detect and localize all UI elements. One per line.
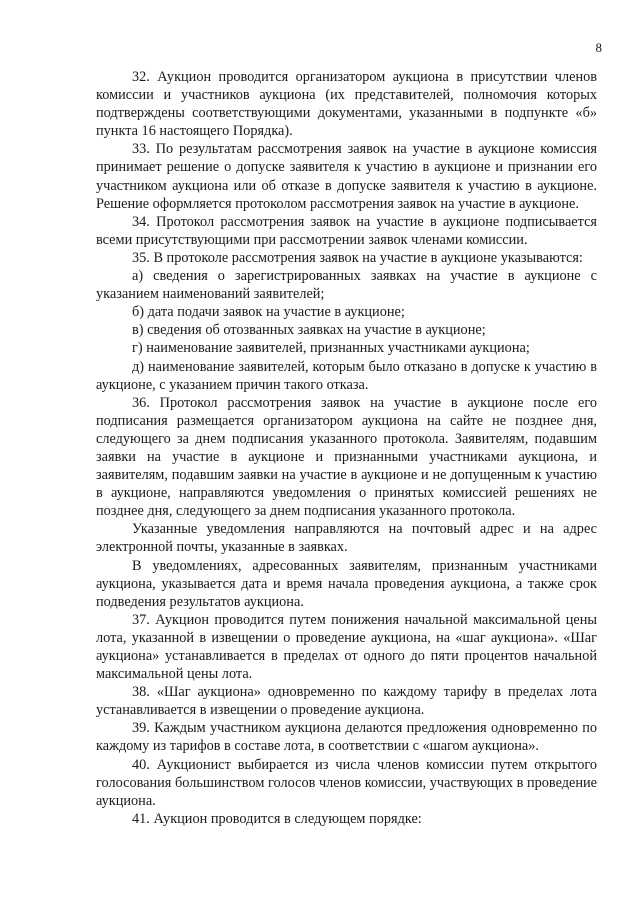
paragraph-40: 40. Аукционист выбирается из числа членов комиссии путем открытого голосования большинством голосов членов комиссии, участвующих в проведение аукциона. (96, 756, 597, 809)
list-item-d: д) наименование заявителей, которым было отказано в допуске к участию в аукционе, с указанием причин такого отказа. (96, 358, 597, 393)
paragraph-38: 38. «Шаг аукциона» одновременно по каждому тарифу в пределах лота устанавливается в извещении о проведение аукциона. (96, 684, 597, 719)
page-number: 8 (595, 40, 602, 55)
paragraph-41: 41. Аукцион проводится в следующем порядке: (132, 810, 422, 827)
paragraph-notifications: Указанные уведомления направляются на почтовый адрес и на адрес электронной почты, указанные в заявках. (96, 521, 597, 556)
paragraph-35: 35. В протоколе рассмотрения заявок на участие в аукционе указываются: (132, 249, 583, 266)
list-item-g: г) наименование заявителей, признанных участниками аукциона; (132, 340, 530, 357)
list-item-b: б) дата подачи заявок на участие в аукционе; (132, 304, 405, 321)
paragraph-39: 39. Каждым участником аукциона делаются предложения одновременно по каждому из тарифов в составе лота, в соответствии с «шагом аукциона». (96, 720, 597, 755)
paragraph-33: 33. По результатам рассмотрения заявок на участие в аукционе комиссия принимает решение о допуске заявителя к участию в аукционе и признании его участником аукциона или об отказе в допуске заявителя к участию в аукционе. Решение оформляется протоколом рассмотрения заявок на участие в аукционе. (96, 141, 597, 212)
list-item-a: а) сведения о зарегистрированных заявках на участие в аукционе с указанием наименований заявителей; (96, 268, 597, 303)
paragraph-notification-content: В уведомлениях, адресованных заявителям, признанным участниками аукциона, указывается дата и время начала проведения аукциона, а также срок подведения результатов аукциона. (96, 557, 597, 610)
paragraph-34: 34. Протокол рассмотрения заявок на участие в аукционе подписывается всеми присутствующими при рассмотрении заявок членами комиссии. (96, 213, 597, 248)
paragraph-36: 36. Протокол рассмотрения заявок на участие в аукционе после его подписания размещается организатором аукциона на сайте не позднее дня, следующего за днем подписания указанного протокола. Заявителям, подавшим заявки на участие в аукционе и признанными участниками аукциона, и заявителям, подавшим заявки на участие в аукционе и не допущенным к участию в аукционе, направляются уведомления о принятых комиссией решениях не позднее дня, следующего за днем подписания указанного протокола. (96, 394, 597, 520)
document-body (96, 68, 597, 828)
paragraph-32: 32. Аукцион проводится организатором аукциона в присутствии членов комиссии и участников аукциона (их представителей, полномочия которых подтверждены соответствующими документами, указанными в подпункте «б» пункта 16 настоящего Порядка). (96, 69, 597, 140)
list-item-v: в) сведения об отозванных заявках на участие в аукционе; (132, 322, 486, 339)
paragraph-37: 37. Аукцион проводится путем понижения начальной максимальной цены лота, указанной в извещении о проведение аукциона, на «шаг аукциона». «Шаг аукциона» устанавливается в пределах от одного до пяти процентов начальной максимальной цены лота. (96, 611, 597, 683)
